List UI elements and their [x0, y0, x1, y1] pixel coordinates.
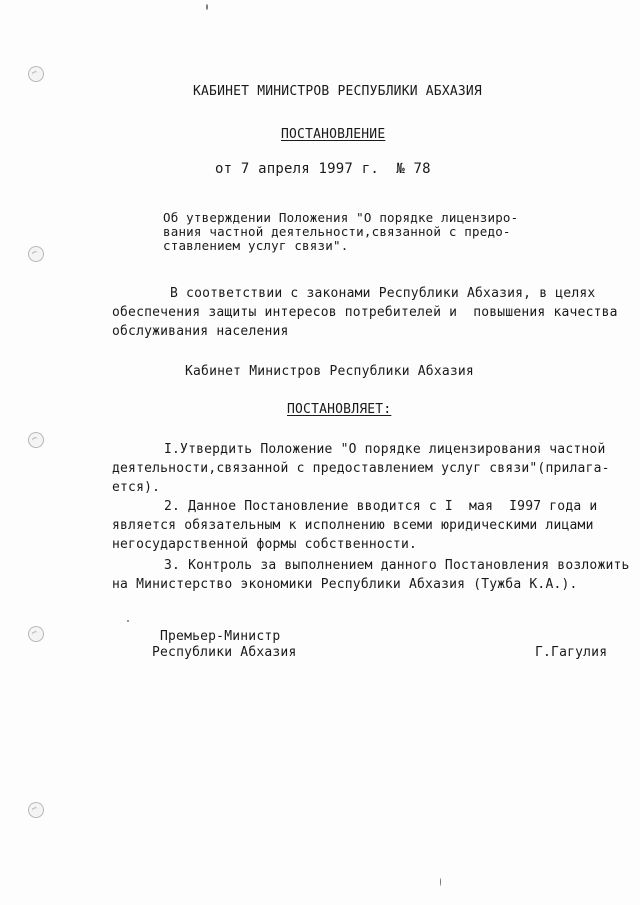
- document-title: ПОСТАНОВЛЕНИЕ: [281, 127, 386, 142]
- item-line: деятельности,связанной с предоставлением услуг связи"(прилага-: [112, 461, 610, 476]
- subject-line: Об утверждении Положения "О порядке лицензиро-: [163, 210, 519, 225]
- signatory-position: Премьер-Министр: [160, 629, 281, 644]
- scan-speck: [440, 878, 441, 886]
- item-line: 3. Контроль за выполнением данного Постановления возложить: [164, 558, 630, 573]
- document-issuer: Кабинет Министров Республики Абхазия: [185, 364, 474, 379]
- preamble-line: В соответствии с законами Республики Абхазия, в целях: [170, 286, 596, 301]
- document-resolves: ПОСТАНОВЛЯЕТ:: [287, 402, 392, 417]
- document-header: КАБИНЕТ МИНИСТРОВ РЕСПУБЛИКИ АБХАЗИЯ: [193, 84, 482, 99]
- binder-hole-icon: [26, 430, 47, 451]
- signatory-position: Республики Абхазия: [152, 645, 297, 660]
- item-line: ется).: [112, 480, 161, 495]
- subject-line: ставлением услуг связи".: [163, 238, 349, 253]
- item-line: на Министерство экономики Республики Абхазия (Тужба К.А.).: [112, 577, 578, 592]
- subject-line: вания частной деятельности,связанной с предо-: [163, 224, 511, 239]
- item-line: 2. Данное Постановление вводится с I мая I997 года и: [164, 499, 598, 514]
- item-line: негосударственной формы собственности.: [112, 537, 418, 552]
- binder-hole-icon: [26, 800, 47, 821]
- preamble-line: обеспечения защиты интересов потребителей и повышения качества: [112, 305, 618, 320]
- binder-hole-icon: [26, 624, 47, 645]
- binder-hole-icon: [26, 64, 47, 85]
- document-date: от 7 апреля 1997 г. № 78: [215, 161, 431, 177]
- binder-hole-icon: [26, 244, 47, 265]
- item-line: является обязательным к исполнению всеми юридическими лицами: [112, 518, 594, 533]
- preamble-line: обслуживания населения: [112, 324, 289, 339]
- scan-speck: [206, 4, 208, 10]
- signatory-name: Г.Гагулия: [535, 645, 608, 660]
- item-line: I.Утвердить Положение "О порядке лицензирования частной: [164, 442, 606, 457]
- scan-speck: [127, 620, 129, 622]
